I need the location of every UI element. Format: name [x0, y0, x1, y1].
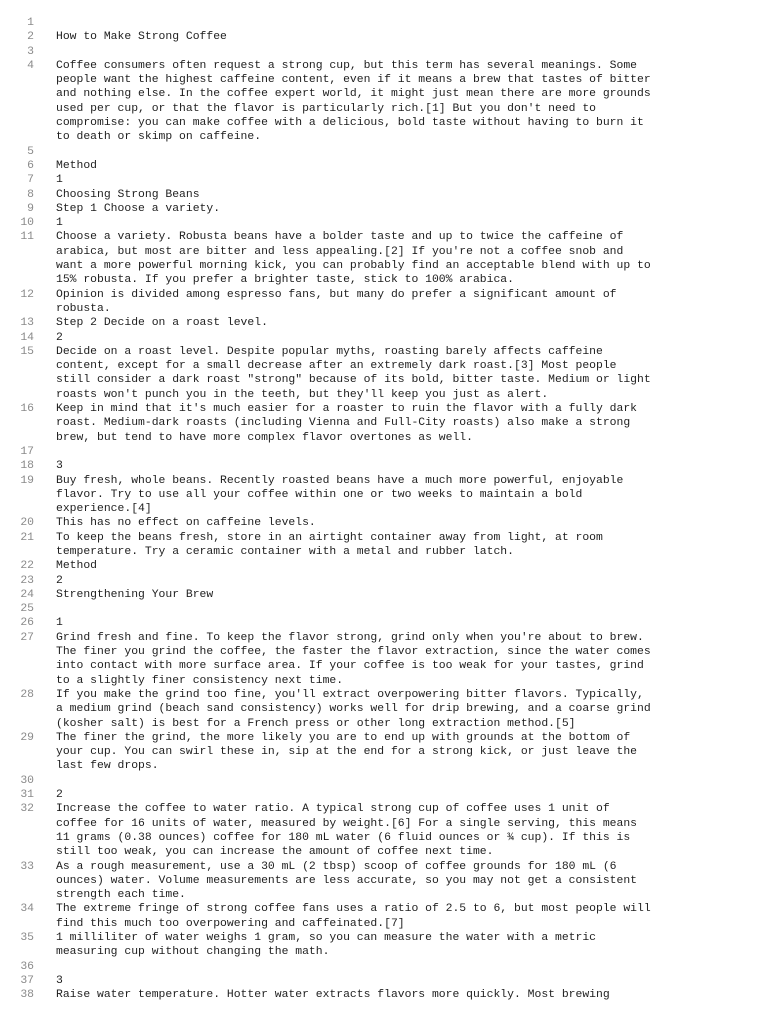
line-number: 27	[20, 631, 34, 644]
line-number: 25	[20, 603, 34, 616]
line-text: Increase the coffee to water ratio. A typical strong cup of coffee uses 1 unit of coffee for 16 units of water, measured by weight.[6] For a single serving, this means 11 grams (0.38 ounces) coffee for 180 mL water (6 fluid ounces or ¾ cup). If this is still too weak, you can increase the amount of coffee next time.	[56, 803, 638, 859]
line-number: 15	[20, 345, 34, 358]
line-number: 30	[20, 774, 34, 787]
line-text: Step 1 Choose a variety.	[56, 202, 221, 215]
text-line	[0, 30, 768, 44]
line-number: 36	[20, 960, 34, 973]
line-number: 3	[27, 45, 34, 58]
line-number: 21	[20, 531, 34, 544]
line-text: 3	[56, 460, 63, 473]
text-line	[0, 445, 768, 459]
text-line	[0, 974, 768, 988]
line-text: Choose a variety. Robusta beans have a bolder taste and up to twice the caffeine of arabica, but most are bitter and less appealing.[2] If you're not a coffee snob and want a more powerful morning kick, you can probably find an acceptable blend with up to 15% robusta. If you prefer a brighter taste, stick to 100% arabica.	[56, 231, 651, 287]
line-number: 13	[20, 317, 34, 330]
line-text: Method	[56, 159, 98, 172]
line-number: 5	[27, 145, 34, 158]
text-line	[0, 988, 768, 1002]
line-number: 23	[20, 574, 34, 587]
line-number: 12	[20, 288, 34, 301]
line-number: 10	[20, 217, 34, 230]
line-number: 1	[27, 17, 34, 29]
line-number: 34	[20, 903, 34, 916]
line-text: 3	[56, 974, 63, 987]
line-number: 20	[20, 517, 34, 530]
text-line	[0, 931, 768, 960]
line-text: Opinion is divided among espresso fans, but many do prefer a significant amount of robusta.	[56, 288, 617, 315]
text-line	[0, 860, 768, 903]
line-text: How to Make Strong Coffee	[56, 31, 227, 44]
text-line	[0, 474, 768, 517]
text-line	[0, 559, 768, 573]
text-line	[0, 631, 768, 688]
text-line	[0, 616, 768, 630]
line-text: Buy fresh, whole beans. Recently roasted beans have a much more powerful, enjoyable flavor. Try to use all your coffee within one or two weeks to maintain a bold experience.[4]	[56, 474, 624, 516]
text-line	[0, 173, 768, 187]
line-text: Grind fresh and fine. To keep the flavor strong, grind only when you're about to brew. The finer you grind the coffee, the faster the flavor extraction, since the water comes into contact with more surface area. If your coffee is too weak for your tastes, grind to a slightly finer consistency next time.	[56, 631, 651, 687]
text-line	[0, 960, 768, 974]
line-number: 6	[27, 159, 34, 172]
text-line	[0, 459, 768, 473]
line-text: If you make the grind too fine, you'll extract overpowering bitter flavors. Typically, a medium grind (beach sand consistency) works well for drip brewing, and a coarse grind (kosher salt) is best for a French press or other long extraction method.[5]	[56, 688, 651, 730]
line-text: This has no effect on caffeine levels.	[56, 517, 316, 530]
line-text: Coffee consumers often request a strong cup, but this term has several meanings. Some people want the highest caffeine content, even if it means a brew that tastes of bitter and nothing else. In the coffee expert world, it might just mean there are more grounds used per cup, or that the flavor is particularly rich.[1] But you don't need to compromise: you can make coffee with a delicious, bold taste without having to burn it to death or skimp on caffeine.	[56, 59, 651, 144]
line-text: 1	[56, 174, 63, 187]
line-text: 1 milliliter of water weighs 1 gram, so you can measure the water with a metric measuring cup without changing the math.	[56, 932, 597, 959]
line-number: 4	[27, 59, 34, 72]
text-line	[0, 902, 768, 931]
line-number: 28	[20, 688, 34, 701]
text-line	[0, 802, 768, 859]
line-text: Decide on a roast level. Despite popular myths, roasting barely affects caffeine content, except for a small decrease after an extremely dark roast.[3] Most people still consider a dark roast "strong" because of its bold, bitter taste. Medium or light roasts won't punch you in the teeth, but they'll keep you just as alert.	[56, 345, 651, 401]
line-text: 1	[56, 617, 63, 630]
text-line	[0, 345, 768, 402]
line-number: 26	[20, 617, 34, 630]
line-number: 7	[27, 174, 34, 187]
text-line	[0, 202, 768, 216]
line-text: To keep the beans fresh, store in an airtight container away from light, at room temperature. Try a ceramic container with a metal and rubber latch.	[56, 531, 603, 558]
line-number: 22	[20, 560, 34, 573]
document-body	[0, 16, 768, 1002]
line-number: 8	[27, 188, 34, 201]
line-text: 2	[56, 331, 63, 344]
line-text: As a rough measurement, use a 30 mL (2 tbsp) scoop of coffee grounds for 180 mL (6 ounces) water. Volume measurements are less accurate, so you may not get a consistent strength each time.	[56, 860, 638, 902]
text-line	[0, 331, 768, 345]
line-text: The extreme fringe of strong coffee fans uses a ratio of 2.5 to 6, but most people will find this much too overpowering and caffeinated.[7]	[56, 903, 651, 930]
line-number: 17	[20, 445, 34, 458]
line-number: 14	[20, 331, 34, 344]
line-number: 29	[20, 731, 34, 744]
line-number: 35	[20, 932, 34, 944]
line-number: 11	[20, 231, 34, 244]
line-number: 18	[20, 460, 34, 473]
line-text: 2	[56, 574, 63, 587]
text-line	[0, 59, 768, 145]
line-number: 24	[20, 588, 34, 601]
line-number: 16	[20, 403, 34, 416]
line-text: The finer the grind, the more likely you are to end up with grounds at the bottom of your cup. You can swirl these in, sip at the end for a strong kick, or just leave the last few drops.	[56, 731, 638, 773]
line-number: 19	[20, 474, 34, 487]
text-line	[0, 188, 768, 202]
line-text: Step 2 Decide on a roast level.	[56, 317, 268, 330]
text-line	[0, 145, 768, 159]
text-line	[0, 288, 768, 317]
line-number: 38	[20, 989, 34, 1002]
line-number: 9	[27, 202, 34, 215]
text-line	[0, 402, 768, 445]
line-number: 33	[20, 860, 34, 873]
line-text: 1	[56, 217, 63, 230]
line-number: 37	[20, 974, 34, 987]
text-line	[0, 531, 768, 560]
text-line	[0, 159, 768, 173]
line-text: Raise water temperature. Hotter water extracts flavors more quickly. Most brewing	[56, 989, 610, 1002]
line-number: 32	[20, 803, 34, 816]
text-line	[0, 688, 768, 731]
text-line	[0, 588, 768, 602]
line-text: 2	[56, 789, 63, 802]
text-line	[0, 774, 768, 788]
text-line	[0, 602, 768, 616]
text-line	[0, 216, 768, 230]
line-number: 2	[27, 31, 34, 44]
line-text: Choosing Strong Beans	[56, 188, 200, 201]
text-line	[0, 230, 768, 287]
text-line	[0, 574, 768, 588]
line-text: Keep in mind that it's much easier for a roaster to ruin the flavor with a fully dark roast. Medium-dark roasts (including Vienna and Full-City roasts) also make a strong brew, but tend to have more complex flavor overtones as well.	[56, 403, 638, 444]
line-number: 31	[20, 789, 34, 802]
text-line	[0, 788, 768, 802]
text-line	[0, 516, 768, 530]
text-line	[0, 731, 768, 774]
text-line	[0, 316, 768, 330]
text-line	[0, 45, 768, 59]
line-text: Strengthening Your Brew	[56, 588, 214, 601]
line-text: Method	[56, 560, 98, 573]
text-line	[0, 16, 768, 30]
